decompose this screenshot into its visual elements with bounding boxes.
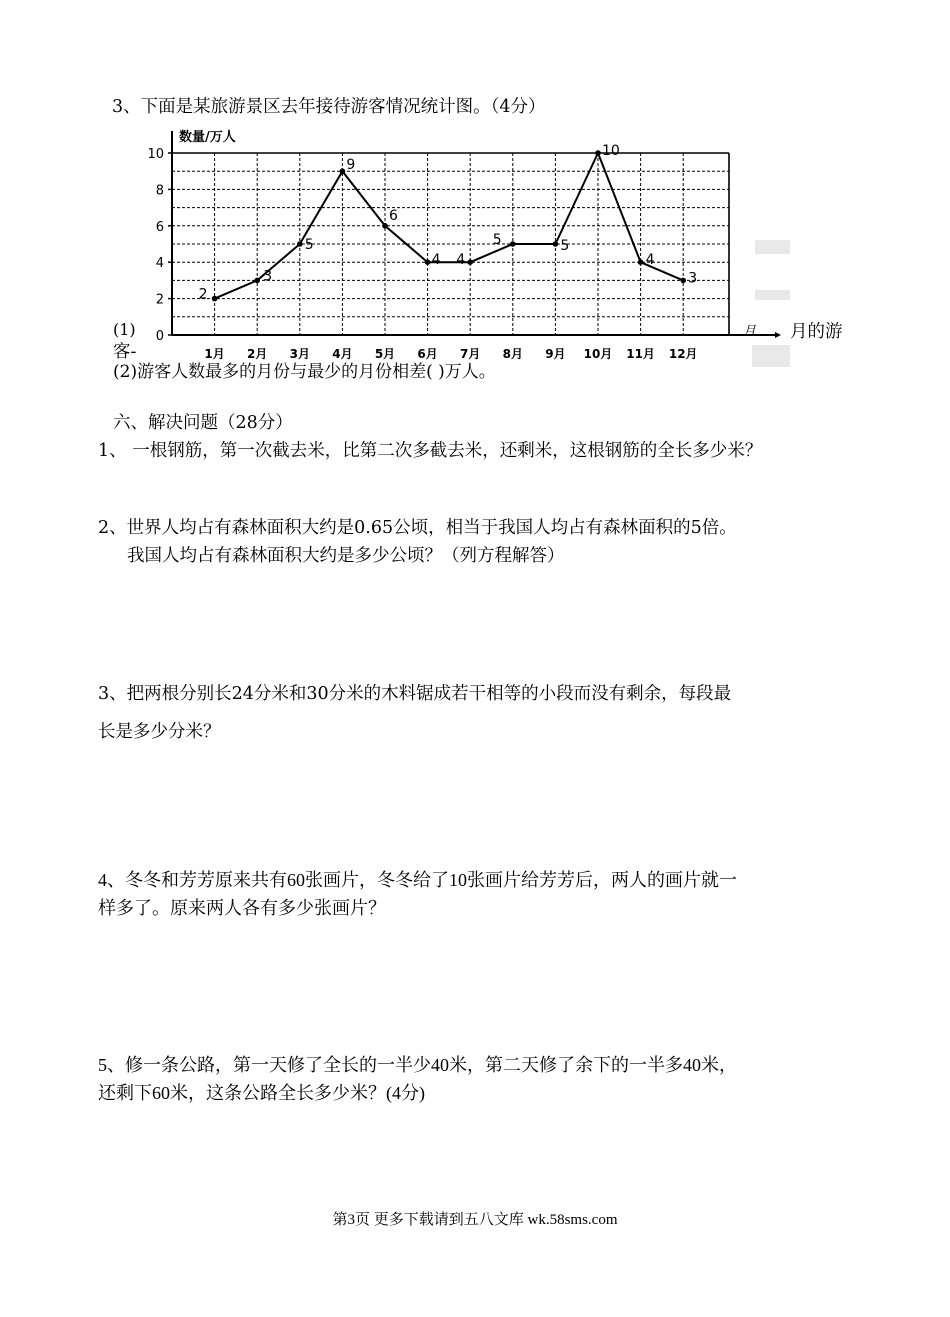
- data-point: [553, 241, 559, 247]
- x-tick-label: 2月: [247, 347, 268, 361]
- data-labels: [199, 143, 698, 303]
- problem-2-line1: 2、世界人均占有森林面积大约是0.65公顷，相当于我国人均占有森林面积的5倍。: [98, 518, 737, 538]
- problem-4-line2: 样多了。原来两人各有多少张画片？: [98, 898, 386, 918]
- problem-1: 1、 一根钢筋，第一次截去米，比第二次多截去米，还剩米，这根钢筋的全长多少米？: [98, 441, 763, 461]
- data-label: 6: [389, 207, 398, 224]
- x-tick-label: 10月: [583, 347, 613, 361]
- x-tick-labels: [204, 347, 697, 361]
- data-label: 4: [431, 252, 441, 269]
- x-tick-label: 8月: [502, 347, 523, 361]
- sub-question-1-continued: 客-: [113, 342, 137, 362]
- data-label: 9: [346, 157, 356, 174]
- x-tick-label: 11月: [626, 347, 655, 361]
- data-point: [297, 241, 303, 247]
- y-tick-label: 8: [155, 183, 164, 199]
- sub-question-1-end: 月的游: [790, 322, 843, 342]
- data-point: [510, 241, 516, 247]
- y-tick-labels: [147, 147, 172, 344]
- data-point: [425, 259, 431, 265]
- y-axis-label: 数量/万人: [179, 130, 236, 145]
- data-label: 5: [304, 237, 314, 253]
- problem-3-line2: 长是多少分米？: [98, 722, 221, 742]
- chart-question-heading: 3、下面是某旅游景区去年接待游客情况统计图。（4分）: [112, 97, 546, 117]
- x-axis-arrow: [775, 332, 781, 338]
- data-point: [254, 278, 260, 284]
- problem-3-line1: 3、把两根分别长24分米和30分米的木料锯成若干相等的小段而没有剩余，每段最: [98, 684, 732, 704]
- data-label: 10: [602, 143, 620, 159]
- problem-2-line2: 我国人均占有森林面积大约是多少公顷？（列方程解答）: [127, 546, 565, 566]
- sub-question-2: (2)游客人数最多的月份与最少的月份相差( )万人。: [113, 362, 496, 382]
- sub-question-1-start: (1): [113, 320, 136, 339]
- x-tick-label: 1月: [204, 347, 225, 361]
- data-point: [382, 223, 388, 229]
- data-point: [467, 259, 473, 265]
- section-6-title: 六、解决问题（28分）: [113, 413, 293, 433]
- x-tick-label: 4月: [332, 347, 353, 361]
- chart-grid: [172, 153, 729, 335]
- data-point: [212, 296, 218, 302]
- data-point: [638, 259, 644, 265]
- data-label: 3: [688, 270, 698, 287]
- x-tick-label: 12月: [668, 347, 698, 361]
- data-label: 5: [560, 238, 570, 254]
- x-tick-label: 7月: [460, 347, 481, 361]
- data-label: 4: [456, 252, 466, 269]
- y-tick-label: 2: [155, 292, 164, 308]
- y-tick-label: 10: [147, 147, 164, 162]
- data-label: 2: [198, 286, 208, 303]
- y-tick-label: 4: [155, 256, 164, 272]
- problem-5-line1: 5、修一条公路，第一天修了全长的一半少40米，第二天修了余下的一半多40米，: [98, 1055, 737, 1075]
- x-tick-label: 5月: [374, 347, 396, 361]
- data-point: [680, 278, 686, 284]
- x-tick-label: 3月: [289, 347, 310, 361]
- y-tick-label: 0: [155, 329, 164, 344]
- data-label: 5: [492, 232, 502, 248]
- chart-axes: [172, 131, 781, 338]
- problem-4-line1: 4、冬冬和芳芳原来共有60张画片，冬冬给了10张画片给芳芳后，两人的画片就一: [98, 870, 737, 890]
- data-point: [340, 168, 346, 174]
- x-axis-label: 月: [743, 324, 757, 339]
- data-point: [595, 150, 601, 156]
- problem-5-line2: 还剩下60米，这条公路全长多少米？(4分): [98, 1083, 425, 1103]
- data-label: 4: [645, 252, 655, 269]
- page-footer: 第3页 更多下载请到五八文库 wk.58sms.com: [332, 1212, 618, 1228]
- tourist-line-chart: [135, 125, 785, 375]
- x-tick-label: 9月: [545, 347, 566, 361]
- x-tick-label: 6月: [417, 347, 438, 361]
- data-label: 3: [263, 268, 273, 285]
- y-tick-label: 6: [155, 219, 164, 235]
